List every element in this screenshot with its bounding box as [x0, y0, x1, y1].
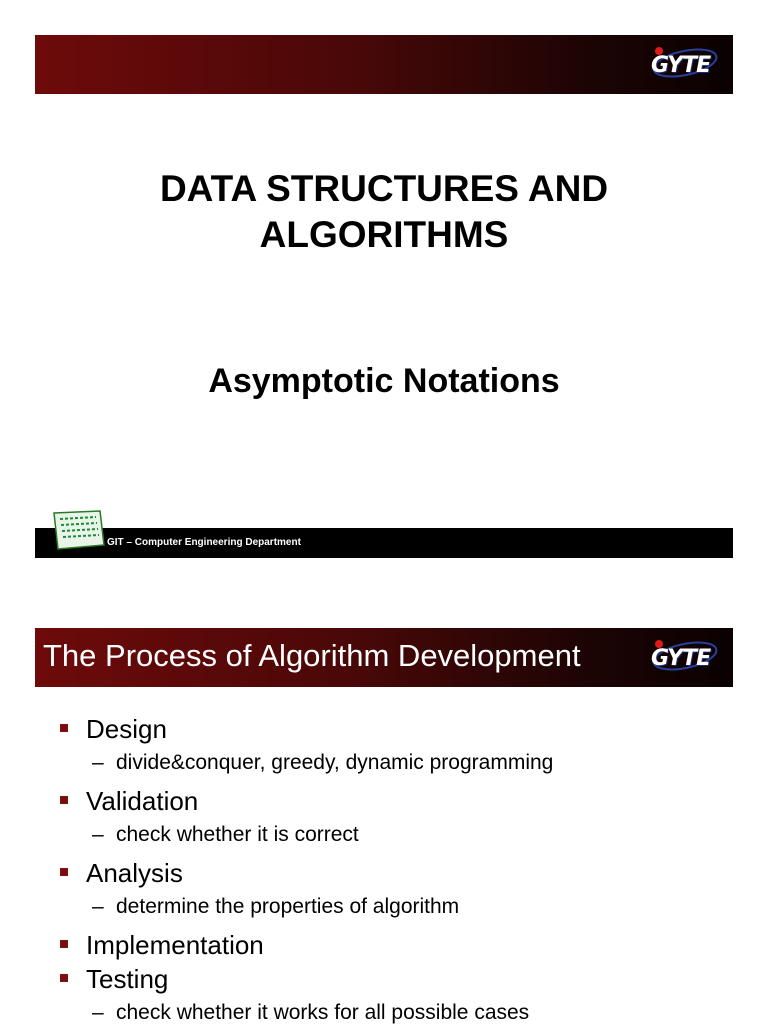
dash-marker: –: [92, 1001, 104, 1024]
dash-marker: –: [92, 823, 104, 846]
dash-marker: –: [92, 895, 104, 918]
gyte-logo: [649, 43, 721, 83]
slide-subtitle: Asymptotic Notations: [208, 362, 560, 400]
list-subitem: – check whether it works for all possible cases: [58, 996, 738, 1034]
bullet-icon: [60, 724, 68, 732]
bullet-icon: [60, 974, 68, 982]
footer-bar: [35, 528, 733, 558]
list-item: Design: [58, 712, 738, 746]
list-item: Analysis: [58, 856, 738, 890]
logo-text: GYTE: [651, 53, 711, 78]
department-flag-icon: [50, 509, 108, 553]
slide-title: [0, 166, 768, 258]
gyte-logo-2: [649, 636, 721, 676]
title-bar-slide2: [35, 628, 733, 687]
list-subitem: – check whether it is correct: [58, 818, 738, 856]
title-line-1: DATA STRUCTURES AND: [159, 168, 609, 209]
footer-text: GIT – Computer Engineering Department: [107, 537, 301, 548]
slide2-title: The Process of Algorithm Development: [43, 638, 581, 673]
bullet-icon: [60, 868, 68, 876]
bullet-list: [58, 712, 738, 1034]
bullet-icon: [60, 940, 68, 948]
list-subitem: – divide&conquer, greedy, dynamic programming: [58, 746, 738, 784]
logo-text: GYTE: [651, 646, 711, 671]
list-subitem: – determine the properties of algorithm: [58, 890, 738, 928]
dash-marker: –: [92, 751, 104, 774]
title-line-2: ALGORITHMS: [259, 214, 509, 255]
title-bar-slide1: [35, 35, 733, 94]
list-item: Validation: [58, 784, 738, 818]
bullet-icon: [60, 796, 68, 804]
list-item: Testing: [58, 962, 738, 996]
list-item: Implementation: [58, 928, 738, 962]
